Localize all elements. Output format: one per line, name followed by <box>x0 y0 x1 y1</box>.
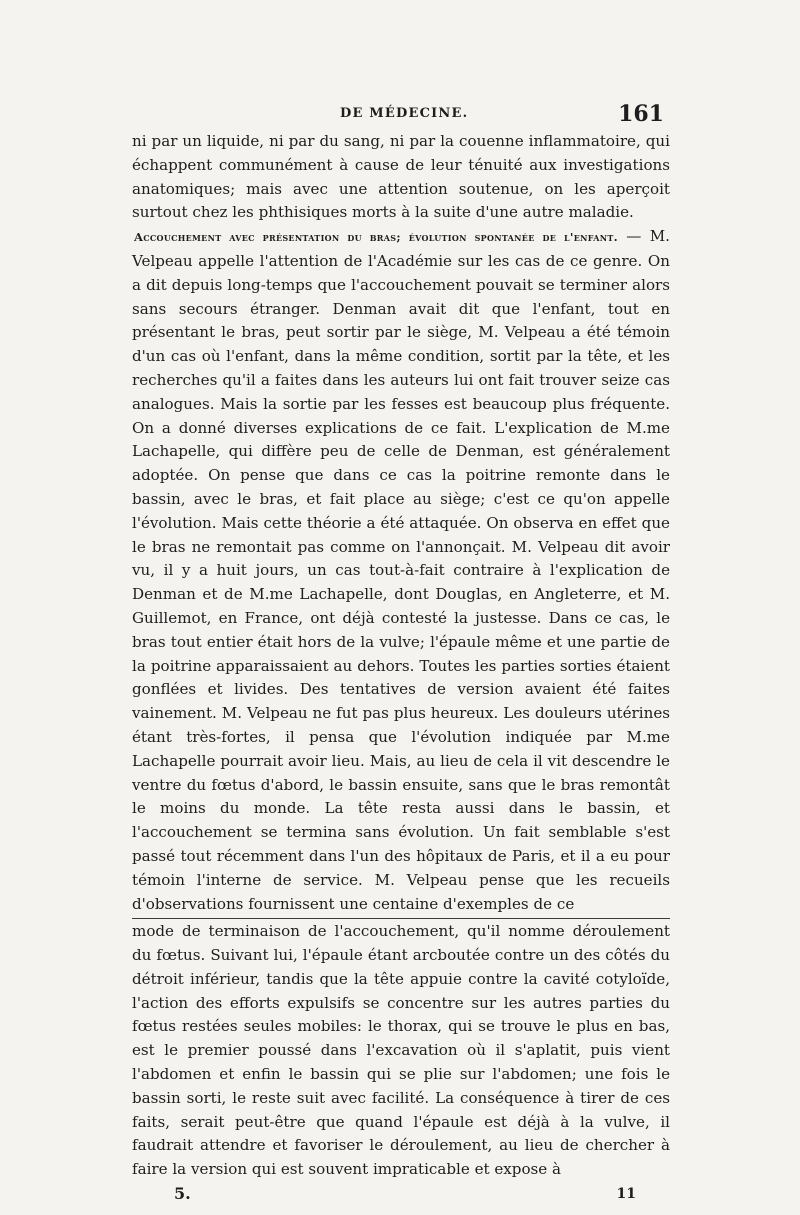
paragraph-continuation: ni par un liquide, ni par du sang, ni par la couenne inflammatoire, qui échappent communément à cause de leur ténuité aux investigations anatomiques; mais avec une attention soutenue, on les aperçoit surtout chez les phthisiques morts à la suite d'une autre maladie. <box>132 132 670 222</box>
page-body <box>132 130 670 1182</box>
page-header <box>132 101 670 130</box>
sheet-number: 11 <box>616 1186 636 1203</box>
page-footer <box>132 1182 670 1208</box>
page-number: 161 <box>618 101 664 127</box>
paragraph-deroulement: mode de terminaison de l'accouchement, qu'il nomme déroulement du fœtus. Suivant lui, l'épaule étant arcboutée contre un des côtés du détroit inférieur, tandis que la tête appuie contre la cavité cotyloïde, l'action des efforts expulsifs se concentre sur les autres parties du fœtus restées seules mobiles: le thorax, qui se trouve le plus en bas, est le premier poussé dans l'excavation où il s'aplatit, puis vient l'abdomen et enfin le bassin qui se plie sur l'abdomen; une fois le bassin sorti, le reste suit avec facilité. La conséquence à tirer de ces faits, serait peut-être que quand l'épaule est déjà à la vulve, il faudrait attendre et favoriser le déroulement, au lieu de chercher à faire la version qui est souvent impraticable et expose à <box>132 922 670 1179</box>
paragraph-accouchement <box>132 225 670 916</box>
section-heading: Accouchement avec présentation du bras; évolution spontanée de l'enfant. <box>134 230 618 245</box>
horizontal-rule <box>132 918 670 919</box>
signature-mark: 5. <box>174 1184 191 1204</box>
paragraph-text: — M. Velpeau appelle l'attention de l'Académie sur les cas de ce genre. On a dit depuis long-temps que l'accouchement pouvait se terminer alors sans secours étranger. Denman avait dit que l'enfant, tout en présentant le bras, peut sortir par le siège, M. Velpeau a été témoin d'un cas où l'enfant, dans la même condition, sortit par la tête, et les recherches qu'il a faites dans les auteurs lui ont fait trouver seize cas analogues. Mais la sortie par les fesses est beaucoup plus fréquente. On a donné diverses explications de ce fait. L'explication de M.me Lachapelle, qui diffère peu de celle de Denman, est généralement adoptée. On pense que dans ce cas la poitrine remonte dans le bassin, avec le bras, et fait place au siège; c'est ce qu'on appelle l'évolution. Mais cette théorie a été attaquée. On observa en effet que le bras ne remontait pas comme on l'annonçait. M. Velpeau dit avoir vu, il y a huit jours, un cas tout-à-fait contraire à l'explication de Denman et de M.me Lachapelle, dont Douglas, en Angleterre, et M. Guillemot, en France, ont déjà contesté la justesse. Dans ce cas, le bras tout entier était hors de la vulve; l'épaule même et une partie de la poitrine apparaissaient au dehors. Toutes les parties sorties étaient gonflées et livides. Des tentatives de version avaient été faites vainement. M. Velpeau ne fut pas plus heureux. Les douleurs utérines étant très-fortes, il pensa que l'évolution indiquée par M.me Lachapelle pourrait avoir lieu. Mais, au lieu de cela il vit descendre le ventre du fœtus d'abord, le bassin ensuite, sans que le bras remontât le moins du monde. La tête resta aussi dans le bassin, et l'accouchement se termina sans évolution. Un fait semblable s'est passé tout récemment dans l'un des hôpitaux de Paris, et il a eu pour témoin l'interne de service. M. Velpeau pense que les recueils d'observations fournissent une centaine d'exemples de ce <box>132 227 670 913</box>
book-page <box>132 101 670 1208</box>
running-head: DE MÉDECINE. <box>340 106 469 121</box>
